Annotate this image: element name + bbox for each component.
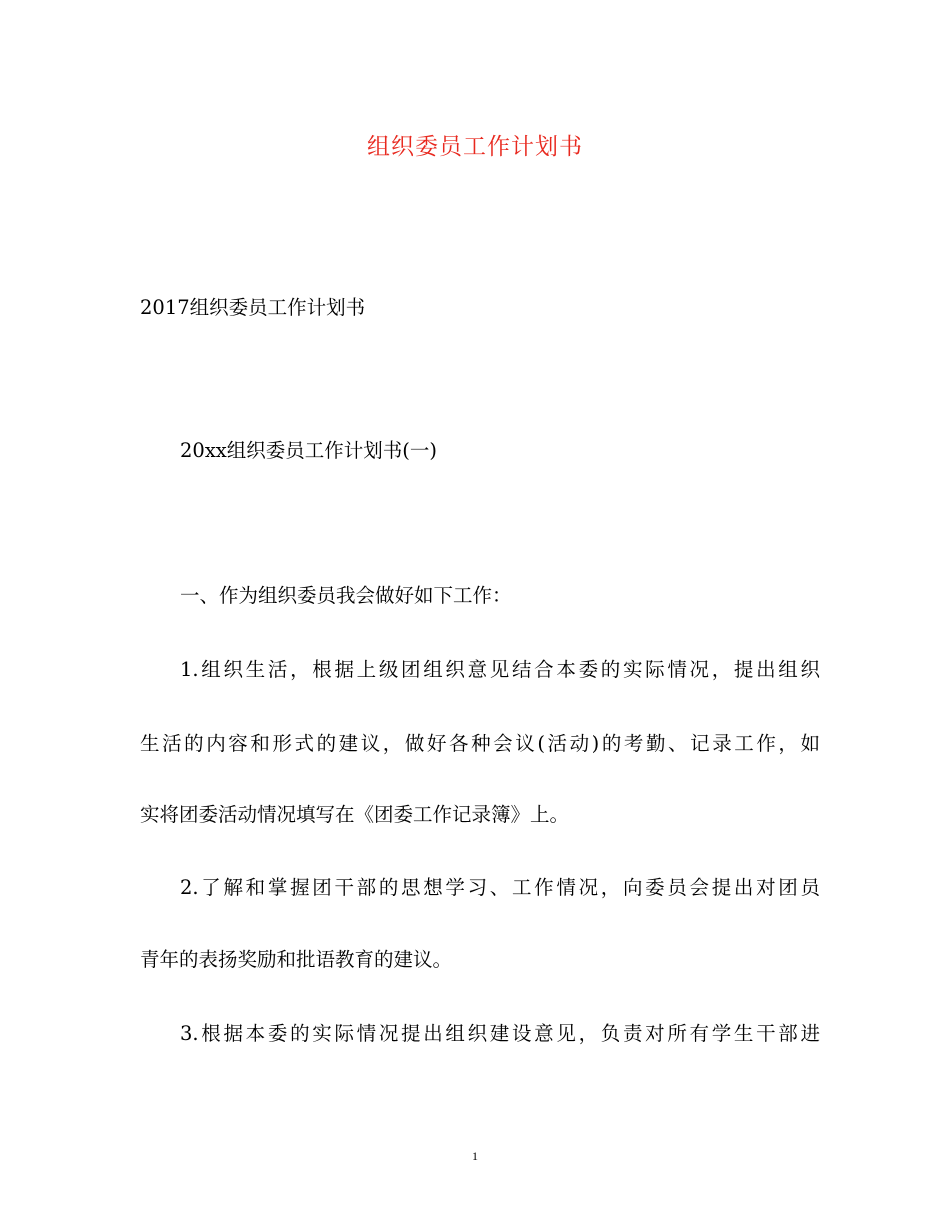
subtitle-line: 2017组织委员工作计划书 <box>140 296 366 319</box>
paragraph-line: 2.了解和掌握团干部的思想学习、工作情况，向委员会提出对团员 <box>180 876 820 899</box>
paragraph-line: 一、作为组织委员我会做好如下工作： <box>180 584 512 607</box>
paragraph-line: 青年的表扬奖励和批语教育的建议。 <box>140 948 453 971</box>
paragraph-line: 生活的内容和形式的建议，做好各种会议(活动)的考勤、记录工作，如 <box>140 732 820 755</box>
paragraph-line: 1.组织生活，根据上级团组织意见结合本委的实际情况，提出组织 <box>180 658 820 681</box>
paragraph-line: 3.根据本委的实际情况提出组织建设意见，负责对所有学生干部进 <box>180 1022 820 1045</box>
page-number: 1 <box>472 1149 478 1163</box>
section-heading: 20xx组织委员工作计划书(一) <box>180 439 438 462</box>
document-title: 组织委员工作计划书 <box>367 134 583 160</box>
paragraph-line: 实将团委活动情况填写在《团委工作记录簿》上。 <box>140 803 570 826</box>
